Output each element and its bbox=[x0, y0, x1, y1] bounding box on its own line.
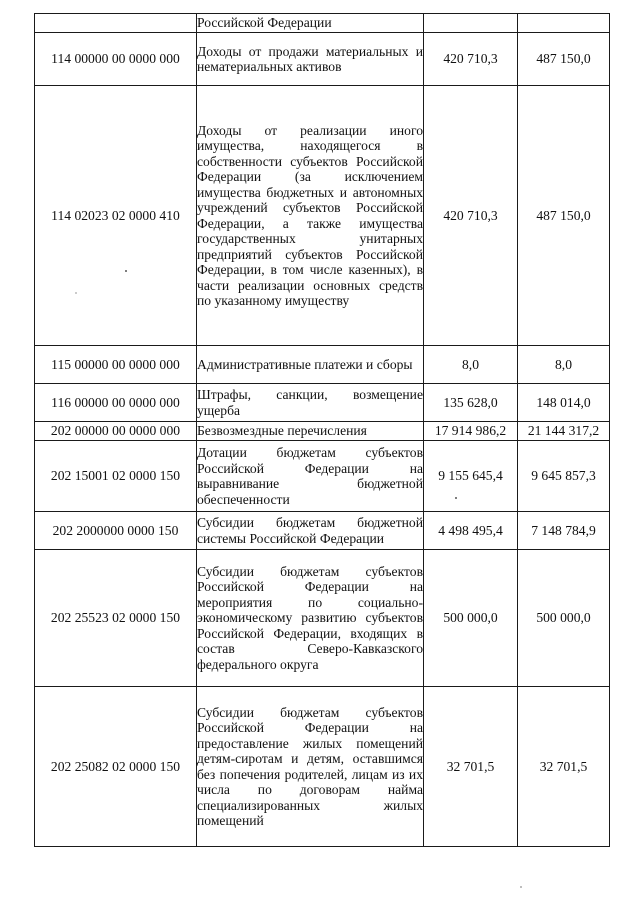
table-row bbox=[35, 346, 610, 384]
value-2023-cell: 9 155 645,4 bbox=[424, 441, 518, 512]
table-row bbox=[35, 33, 610, 86]
code-cell: 202 2000000 0000 150 bbox=[35, 512, 197, 550]
value-2024-cell: 487 150,0 bbox=[518, 33, 610, 86]
scan-speck bbox=[75, 292, 77, 294]
table-row bbox=[35, 687, 610, 847]
value-2024-cell: 148 014,0 bbox=[518, 384, 610, 422]
value-2023-cell: 420 710,3 bbox=[424, 86, 518, 346]
description-cell: Дотации бюджетам субъектов Российской Федерации на выравнивание бюджетной обеспеченности bbox=[197, 441, 424, 512]
scan-speck bbox=[125, 270, 127, 272]
description-cell: Российской Федерации bbox=[197, 14, 424, 33]
value-2024-cell: 487 150,0 bbox=[518, 86, 610, 346]
code-cell: 114 02023 02 0000 410 bbox=[35, 86, 197, 346]
budget-revenue-table bbox=[34, 13, 610, 847]
code-cell bbox=[35, 14, 197, 33]
value-2023-cell: 135 628,0 bbox=[424, 384, 518, 422]
code-cell: 202 00000 00 0000 000 bbox=[35, 422, 197, 441]
code-cell: 202 15001 02 0000 150 bbox=[35, 441, 197, 512]
value-2024-cell: 9 645 857,3 bbox=[518, 441, 610, 512]
description-cell: Доходы от реализации иного имущества, находящегося в собственности субъектов Российской Федерации (за исключением имущества бюджетных и автономных учреждений субъектов Российской Федерации, а также имущества государственных унитарных предприятий субъектов Российской Федерации, в том числе казенных), в части реализации основных средств по указанному имуществу bbox=[197, 86, 424, 346]
description-cell: Субсидии бюджетам бюджетной системы Российской Федерации bbox=[197, 512, 424, 550]
value-2023-cell: 17 914 986,2 bbox=[424, 422, 518, 441]
value-2023-cell bbox=[424, 14, 518, 33]
table-row bbox=[35, 441, 610, 512]
value-2024-cell: 21 144 317,2 bbox=[518, 422, 610, 441]
table-row bbox=[35, 14, 610, 33]
code-cell: 116 00000 00 0000 000 bbox=[35, 384, 197, 422]
value-2024-cell: 32 701,5 bbox=[518, 687, 610, 847]
scan-speck bbox=[455, 497, 457, 499]
code-cell: 114 00000 00 0000 000 bbox=[35, 33, 197, 86]
value-2023-cell: 500 000,0 bbox=[424, 550, 518, 687]
value-2023-cell: 420 710,3 bbox=[424, 33, 518, 86]
table-row bbox=[35, 512, 610, 550]
value-2023-cell: 4 498 495,4 bbox=[424, 512, 518, 550]
table-row bbox=[35, 86, 610, 346]
table-row bbox=[35, 384, 610, 422]
description-cell: Штрафы, санкции, возмещение ущерба bbox=[197, 384, 424, 422]
value-2024-cell: 8,0 bbox=[518, 346, 610, 384]
value-2024-cell: 500 000,0 bbox=[518, 550, 610, 687]
code-cell: 202 25082 02 0000 150 bbox=[35, 687, 197, 847]
table-row bbox=[35, 422, 610, 441]
description-cell: Субсидии бюджетам субъектов Российской Федерации на мероприятия по социально-экономическому развитию субъектов Российской Федерации, входящих в состав Северо-Кавказского федерального округа bbox=[197, 550, 424, 687]
value-2023-cell: 32 701,5 bbox=[424, 687, 518, 847]
value-2024-cell: 7 148 784,9 bbox=[518, 512, 610, 550]
value-2023-cell: 8,0 bbox=[424, 346, 518, 384]
description-cell: Доходы от продажи материальных и нематериальных активов bbox=[197, 33, 424, 86]
description-cell: Административные платежи и сборы bbox=[197, 346, 424, 384]
code-cell: 115 00000 00 0000 000 bbox=[35, 346, 197, 384]
value-2024-cell bbox=[518, 14, 610, 33]
scan-speck bbox=[520, 886, 522, 888]
code-cell: 202 25523 02 0000 150 bbox=[35, 550, 197, 687]
description-cell: Безвозмездные перечисления bbox=[197, 422, 424, 441]
table-row bbox=[35, 550, 610, 687]
description-cell: Субсидии бюджетам субъектов Российской Федерации на предоставление жилых помещений детям-сиротам и детям, оставшимся без попечения родителей, лицам из их числа по договорам найма специализированных жилых помещений bbox=[197, 687, 424, 847]
